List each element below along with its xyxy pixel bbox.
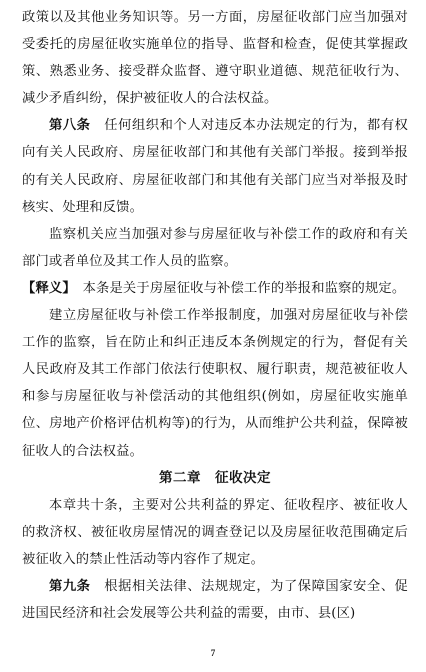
chapter-title: 第二章 征收决定: [159, 469, 271, 486]
paragraph-text: 监察机关应当加强对参与房屋征收与补偿工作的政府和有关部门或者单位及其工作人员的监察。: [22, 226, 408, 269]
interpretation-paragraph: [22, 275, 408, 302]
paragraph-continuation: [22, 4, 408, 112]
paragraph-text: 本条是关于房屋征收与补偿工作的举报和监察的规定。: [82, 280, 406, 296]
paragraph-text: 建立房屋征收与补偿工作举报制度，加强对房屋征收与补偿工作的监察，旨在防止和纠正违反本条例规定的行为，督促有关人民政府及其工作部门依法行使职权、履行职责，规范被征收人和参与房屋征收与补偿活动的其他组织(例如，房屋征收实施单位、房地产价格评估机构等)的行为，从而维护公共利益，保障被征收人的合法权益。: [22, 308, 408, 459]
paragraph-text: 本章共十条，主要对公共利益的界定、征收程序、被征收人的救济权、被征收房屋情况的调查登记以及房屋征收范围确定后被征收入的禁止性活动等内容作了规定。: [22, 497, 408, 567]
article-8: [22, 112, 408, 220]
article-heading: 第八条: [49, 118, 91, 134]
article-heading: 第九条: [49, 578, 91, 594]
page-number: 7: [210, 648, 216, 658]
paragraph-text: 任何组织和个人对违反本办法规定的行为，都有权向有关人民政府、房屋征收部门和其他有关部门举报。接到举报的有关人民政府、房屋征收部门和其他有关部门应当对举报及时核实、处理和反馈。: [22, 118, 408, 215]
article-8-paragraph-2: [22, 221, 408, 275]
chapter-summary: [22, 492, 408, 573]
article-9: [22, 573, 408, 627]
interpretation-heading: 【释义】: [22, 280, 70, 296]
paragraph-text: 根据相关法律、法规规定，为了保障国家安全、促进国民经济和社会发展等公共利益的需要，由市、县(区): [22, 578, 408, 622]
paragraph-text: 政策以及其他业务知识等。另一方面，房屋征收部门应当加强对受委托的房屋征收实施单位的指导、监督和检查，促使其掌握政策、熟悉业务、接受群众监督、遵守职业道德、规范征收行为、减少矛盾纠纷，保护被征收人的合法权益。: [22, 10, 408, 107]
interpretation-body: [22, 302, 408, 465]
